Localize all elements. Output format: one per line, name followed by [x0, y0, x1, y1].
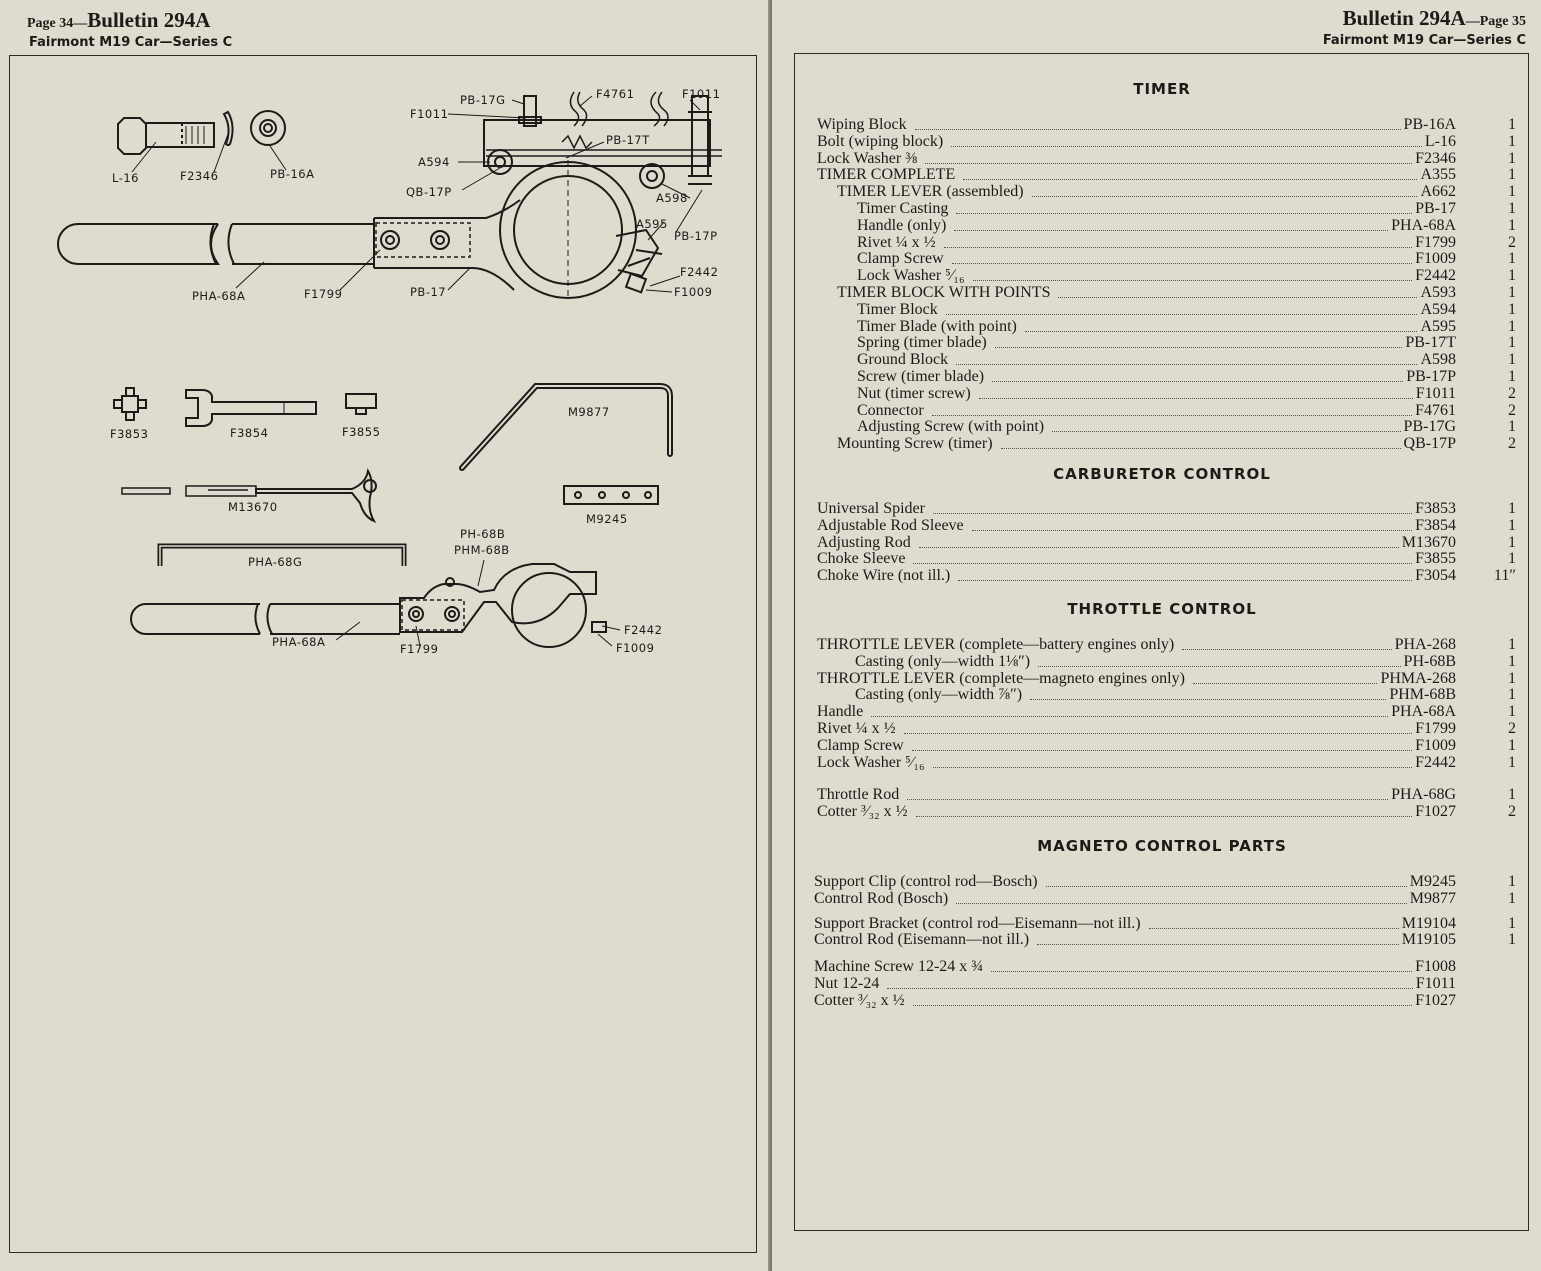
- part-number: A355: [1420, 166, 1456, 184]
- part-description: THROTTLE LEVER (complete—magneto engines only): [817, 669, 1185, 687]
- dot-leader: [933, 766, 1412, 768]
- parts-row: [814, 958, 1456, 975]
- parts-row: [857, 200, 1516, 217]
- dot-leader: [963, 178, 1417, 180]
- part-description: Timer Block: [857, 300, 938, 318]
- part-description: Adjustable Rod Sleeve: [817, 516, 964, 534]
- part-number: PHA-68G: [1391, 786, 1456, 804]
- dot-leader: [915, 128, 1401, 130]
- parts-row: [817, 516, 1516, 534]
- callout-pb16a: PB-16A: [270, 167, 315, 181]
- part-description: Lock Washer ⁵⁄₁₆: [857, 267, 965, 285]
- dot-leader: [991, 970, 1412, 972]
- part-number: M19104: [1401, 914, 1456, 932]
- callout-f3854: F3854: [230, 426, 269, 440]
- parts-row: [814, 889, 1516, 907]
- parts-row: [857, 384, 1516, 402]
- section-title: MAGNETO CONTROL PARTS: [1037, 837, 1287, 855]
- quantity: 1: [1508, 351, 1516, 369]
- parts-row: [817, 803, 1516, 821]
- quantity: 1: [1508, 550, 1516, 568]
- parts-row: [817, 786, 1516, 804]
- dot-leader: [1052, 430, 1401, 432]
- part-number: F1799: [1415, 233, 1456, 251]
- parts-row: [857, 351, 1516, 369]
- dot-leader: [1030, 698, 1386, 700]
- dot-leader: [954, 229, 1388, 231]
- choke-sleeve-f3855-drawing: [346, 394, 376, 414]
- part-description: Choke Wire (not ill.): [817, 567, 951, 585]
- part-number: F2442: [1415, 753, 1456, 771]
- bolt-l16-drawing: [118, 118, 146, 154]
- part-description: Nut 12-24: [814, 975, 880, 992]
- part-description: Choke Sleeve: [817, 550, 906, 568]
- quantity: 1: [1508, 686, 1516, 704]
- quantity: 1: [1508, 250, 1516, 268]
- part-description: Casting (only—width 1⅛″): [855, 652, 1031, 670]
- part-number: F2442: [1415, 267, 1456, 285]
- quantity: 2: [1508, 720, 1516, 737]
- part-description: Screw (timer blade): [857, 368, 985, 385]
- quantity: 1: [1508, 516, 1516, 534]
- callout-m9245: M9245: [586, 512, 628, 526]
- part-number: PHA-68A: [1391, 216, 1456, 234]
- parts-row: [837, 284, 1516, 301]
- part-description: Bolt (wiping block): [817, 132, 944, 150]
- callout-f4761: F4761: [596, 87, 635, 101]
- dot-leader: [992, 380, 1403, 382]
- quantity: 2: [1508, 384, 1516, 402]
- parts-row: [817, 736, 1516, 754]
- dot-leader: [1001, 447, 1401, 449]
- dot-leader: [972, 529, 1412, 531]
- part-description: Handle: [817, 703, 864, 721]
- parts-row: [857, 233, 1516, 251]
- callout-f1009-b: F1009: [616, 641, 655, 655]
- part-description: Lock Washer ⁵⁄₁₆: [817, 753, 925, 771]
- part-description: Clamp Screw: [857, 250, 944, 268]
- quantity: 1: [1508, 166, 1516, 184]
- part-description: Support Bracket (control rod—Eisemann—not ill.): [814, 914, 1141, 932]
- dot-leader: [871, 715, 1388, 717]
- part-description: Timer Casting: [857, 200, 949, 217]
- callout-pha68g: PHA-68G: [248, 555, 303, 569]
- callout-a594: A594: [418, 155, 450, 169]
- quantity: 1: [1508, 334, 1516, 352]
- part-description: Ground Block: [857, 351, 949, 369]
- parts-row: [817, 720, 1516, 737]
- part-number: F3855: [1415, 550, 1456, 568]
- quantity: 1: [1508, 669, 1516, 687]
- part-number: M19105: [1401, 931, 1456, 949]
- quantity: 2: [1508, 803, 1516, 821]
- quantity: 1: [1508, 873, 1516, 890]
- quantity: 1: [1508, 132, 1516, 150]
- part-description: Nut (timer screw): [857, 384, 971, 402]
- quantity: 1: [1508, 786, 1516, 804]
- part-number: PB-17T: [1405, 334, 1456, 352]
- part-number: L-16: [1424, 132, 1456, 150]
- part-number: F1027: [1415, 803, 1456, 821]
- part-number: F2346: [1415, 149, 1456, 167]
- dot-leader: [946, 313, 1417, 315]
- parts-row: [817, 669, 1516, 687]
- timer-handle-pha68a-drawing: [78, 224, 218, 264]
- dot-leader: [1037, 943, 1399, 945]
- throttle-handle-drawing: [146, 604, 260, 634]
- part-number: PHA-268: [1394, 636, 1456, 653]
- dot-leader: [904, 732, 1412, 734]
- callout-f1011-a: F1011: [410, 107, 449, 121]
- dot-leader: [1032, 195, 1417, 197]
- callout-f1011-b: F1011: [682, 87, 721, 101]
- parts-row: [817, 132, 1516, 150]
- parts-row: [857, 368, 1516, 385]
- part-description: TIMER BLOCK WITH POINTS: [837, 284, 1051, 301]
- dot-leader: [956, 212, 1412, 214]
- part-number: F4761: [1415, 401, 1456, 419]
- parts-row: [857, 418, 1516, 436]
- dot-leader: [887, 987, 1413, 989]
- left-header: Page 34—Bulletin 294A: [27, 8, 211, 32]
- part-number: PHA-68A: [1391, 703, 1456, 721]
- part-description: Wiping Block: [817, 116, 907, 133]
- parts-row: [814, 992, 1456, 1009]
- throttle-casting-drawing: [400, 564, 596, 632]
- part-number: F3853: [1415, 500, 1456, 517]
- quantity: 2: [1508, 233, 1516, 251]
- quantity: 1: [1508, 533, 1516, 551]
- parts-row: [817, 753, 1516, 771]
- parts-row: [857, 267, 1516, 285]
- part-description: Control Rod (Bosch): [814, 889, 949, 907]
- part-description: TIMER LEVER (assembled): [837, 183, 1024, 201]
- spider-f3853-drawing: [114, 388, 146, 420]
- quantity: 2: [1508, 401, 1516, 419]
- part-number: PHM-68B: [1389, 686, 1456, 704]
- part-number: PHMA-268: [1380, 669, 1456, 687]
- part-number: A594: [1420, 300, 1456, 318]
- parts-row: [817, 533, 1516, 551]
- parts-row: [857, 216, 1516, 234]
- part-description: Rivet ¼ x ½: [817, 720, 896, 737]
- callout-ph68b: PH-68B: [460, 527, 506, 541]
- part-description: Adjusting Screw (with point): [857, 418, 1045, 436]
- right-page-number: Page 35: [1479, 14, 1526, 29]
- dot-leader: [925, 162, 1412, 164]
- dot-leader: [951, 145, 1422, 147]
- dot-leader: [956, 902, 1407, 904]
- part-number: F1027: [1415, 991, 1456, 1009]
- part-number: F1008: [1415, 958, 1456, 976]
- part-number: A595: [1420, 317, 1456, 335]
- parts-row: [855, 652, 1516, 670]
- quantity: 1: [1508, 284, 1516, 301]
- quantity: 1: [1508, 914, 1516, 932]
- part-number: M9245: [1409, 873, 1456, 890]
- dot-leader: [1038, 665, 1401, 667]
- quantity: 1: [1508, 300, 1516, 318]
- callout-m9877: M9877: [568, 405, 610, 419]
- quantity: 1: [1508, 418, 1516, 436]
- callout-pb17t: PB-17T: [606, 133, 650, 147]
- callout-f1799-a: F1799: [304, 287, 343, 301]
- part-description: Machine Screw 12-24 x ¾: [814, 958, 984, 976]
- part-description: Rivet ¼ x ½: [857, 233, 936, 251]
- quantity: 1: [1508, 753, 1516, 771]
- quantity: 1: [1508, 116, 1516, 133]
- left-bulletin-title: Bulletin 294A: [87, 8, 211, 32]
- dot-leader: [933, 512, 1412, 514]
- callout-a598: A598: [656, 191, 688, 205]
- dot-leader: [932, 414, 1412, 416]
- quantity: 1: [1508, 889, 1516, 907]
- parts-row: [857, 334, 1516, 352]
- dot-leader: [1193, 682, 1377, 684]
- part-description: THROTTLE LEVER (complete—battery engines only): [817, 636, 1175, 653]
- callout-phm68b: PHM-68B: [454, 543, 510, 557]
- quantity: 1: [1508, 368, 1516, 385]
- part-number: F1009: [1415, 250, 1456, 268]
- callout-f2346: F2346: [180, 169, 219, 183]
- part-number: M9877: [1409, 889, 1456, 907]
- quantity: 1: [1508, 703, 1516, 721]
- quantity: 1: [1508, 149, 1516, 167]
- part-number: F1011: [1415, 384, 1456, 402]
- callout-m13670: M13670: [228, 500, 278, 514]
- dot-leader: [979, 397, 1413, 399]
- part-number: A662: [1420, 183, 1456, 201]
- part-description: Clamp Screw: [817, 736, 904, 754]
- rod-sleeve-f3854-drawing: [186, 390, 316, 426]
- callout-f3855: F3855: [342, 425, 381, 439]
- parts-row: [817, 636, 1516, 653]
- callout-f1009-a: F1009: [674, 285, 713, 299]
- part-number: PB-17P: [1406, 368, 1456, 385]
- section-title: CARBURETOR CONTROL: [1053, 465, 1271, 483]
- parts-row: [817, 116, 1516, 133]
- part-number: PH-68B: [1403, 652, 1456, 670]
- dot-leader: [944, 246, 1412, 248]
- callout-l16: L-16: [112, 171, 139, 185]
- part-description: Control Rod (Eisemann—not ill.): [814, 931, 1030, 949]
- quantity: 1: [1508, 317, 1516, 335]
- parts-row: [857, 250, 1516, 268]
- callout-qb17p: QB-17P: [406, 185, 452, 199]
- callout-f2442-b: F2442: [624, 623, 663, 637]
- quantity: 1: [1508, 931, 1516, 949]
- parts-row: [814, 931, 1516, 949]
- quantity: 1: [1508, 200, 1516, 217]
- right-bulletin-title: Bulletin 294A: [1342, 6, 1466, 30]
- wiping-block-pb16a-drawing: [251, 111, 285, 145]
- parts-row: [837, 435, 1516, 453]
- quantity: 1: [1508, 636, 1516, 653]
- part-description: Throttle Rod: [817, 786, 900, 804]
- parts-row: [814, 975, 1456, 992]
- parts-row: [817, 567, 1516, 585]
- left-page: [0, 0, 768, 1271]
- dot-leader: [912, 749, 1412, 751]
- support-clip-m9245-drawing: [564, 486, 658, 504]
- callout-pb17p: PB-17P: [674, 229, 718, 243]
- part-number: A593: [1420, 284, 1456, 301]
- left-subheader: Fairmont M19 Car—Series C: [29, 35, 233, 50]
- quantity: 1: [1508, 652, 1516, 670]
- parts-row: [857, 401, 1516, 419]
- part-description: Cotter ³⁄₃₂ x ½: [814, 991, 905, 1009]
- dot-leader: [1046, 885, 1407, 887]
- part-number: F1009: [1415, 736, 1456, 754]
- dot-leader: [919, 546, 1399, 548]
- part-number: F1799: [1415, 720, 1456, 737]
- dot-leader: [1149, 927, 1399, 929]
- parts-row: [857, 300, 1516, 318]
- parts-row: [817, 500, 1516, 517]
- callout-f1799-b: F1799: [400, 642, 439, 656]
- part-description: Universal Spider: [817, 500, 925, 517]
- part-number: QB-17P: [1403, 435, 1456, 453]
- quantity: 1: [1508, 736, 1516, 754]
- part-number: F3054: [1415, 567, 1456, 585]
- part-description: Spring (timer blade): [857, 334, 987, 352]
- dot-leader: [1025, 330, 1417, 332]
- parts-row: [837, 183, 1516, 201]
- dot-leader: [913, 562, 1412, 564]
- right-page: [772, 0, 1541, 1271]
- quantity: 11″: [1493, 567, 1516, 585]
- parts-row: [857, 317, 1516, 335]
- dot-leader: [995, 346, 1402, 348]
- parts-diagram: [0, 0, 768, 700]
- callout-a595: A595: [636, 217, 668, 231]
- left-page-number: Page 34: [27, 16, 74, 31]
- part-description: Handle (only): [857, 216, 947, 234]
- quantity: 1: [1508, 500, 1516, 517]
- part-number: M13670: [1401, 533, 1456, 551]
- part-number: A598: [1420, 351, 1456, 369]
- parts-row: [814, 873, 1516, 890]
- part-number: F3854: [1415, 516, 1456, 534]
- parts-row: [814, 914, 1516, 932]
- dot-leader: [913, 1004, 1412, 1006]
- callout-pb17: PB-17: [410, 285, 447, 299]
- part-description: Adjusting Rod: [817, 533, 911, 551]
- part-number: PB-16A: [1403, 116, 1456, 133]
- part-description: Casting (only—width ⅞″): [855, 686, 1023, 704]
- part-description: Mounting Screw (timer): [837, 435, 993, 453]
- part-description: Support Clip (control rod—Bosch): [814, 873, 1038, 890]
- dot-leader: [958, 579, 1412, 581]
- part-description: Timer Blade (with point): [857, 317, 1017, 335]
- parts-row: [817, 550, 1516, 568]
- quantity: 1: [1508, 267, 1516, 285]
- timer-block-drawing: [484, 120, 710, 166]
- callout-pha68a-a: PHA-68A: [192, 289, 246, 303]
- part-description: Connector: [857, 401, 924, 419]
- parts-row: [855, 686, 1516, 704]
- parts-row: [817, 149, 1516, 167]
- control-rod-m9877-drawing: [462, 386, 670, 468]
- callout-pha68a-b: PHA-68A: [272, 635, 326, 649]
- dot-leader: [907, 798, 1388, 800]
- right-header: Bulletin 294A—Page 35: [1342, 6, 1526, 30]
- part-description: TIMER COMPLETE: [817, 166, 956, 184]
- dot-leader: [916, 815, 1412, 817]
- quantity: 2: [1508, 435, 1516, 453]
- section-title: TIMER: [1133, 80, 1191, 98]
- callout-pb17g: PB-17G: [460, 93, 506, 107]
- quantity: 1: [1508, 216, 1516, 234]
- parts-row: [817, 703, 1516, 721]
- parts-row: [817, 166, 1516, 184]
- callout-f3853: F3853: [110, 427, 149, 441]
- dot-leader: [1182, 648, 1392, 650]
- part-number: PB-17G: [1403, 418, 1456, 436]
- part-description: Cotter ³⁄₃₂ x ½: [817, 803, 908, 821]
- adjusting-rod-m13670-drawing: [122, 486, 256, 496]
- section-title: THROTTLE CONTROL: [1067, 600, 1257, 618]
- part-number: PB-17: [1415, 200, 1456, 217]
- dot-leader: [973, 279, 1412, 281]
- dot-leader: [956, 363, 1417, 365]
- part-description: Lock Washer ⅜: [817, 149, 918, 167]
- part-number: F1011: [1415, 975, 1456, 992]
- callout-f2442-a: F2442: [680, 265, 719, 279]
- quantity: 1: [1508, 183, 1516, 201]
- dot-leader: [1058, 296, 1417, 298]
- right-subheader: Fairmont M19 Car—Series C: [1322, 33, 1526, 48]
- dot-leader: [952, 262, 1412, 264]
